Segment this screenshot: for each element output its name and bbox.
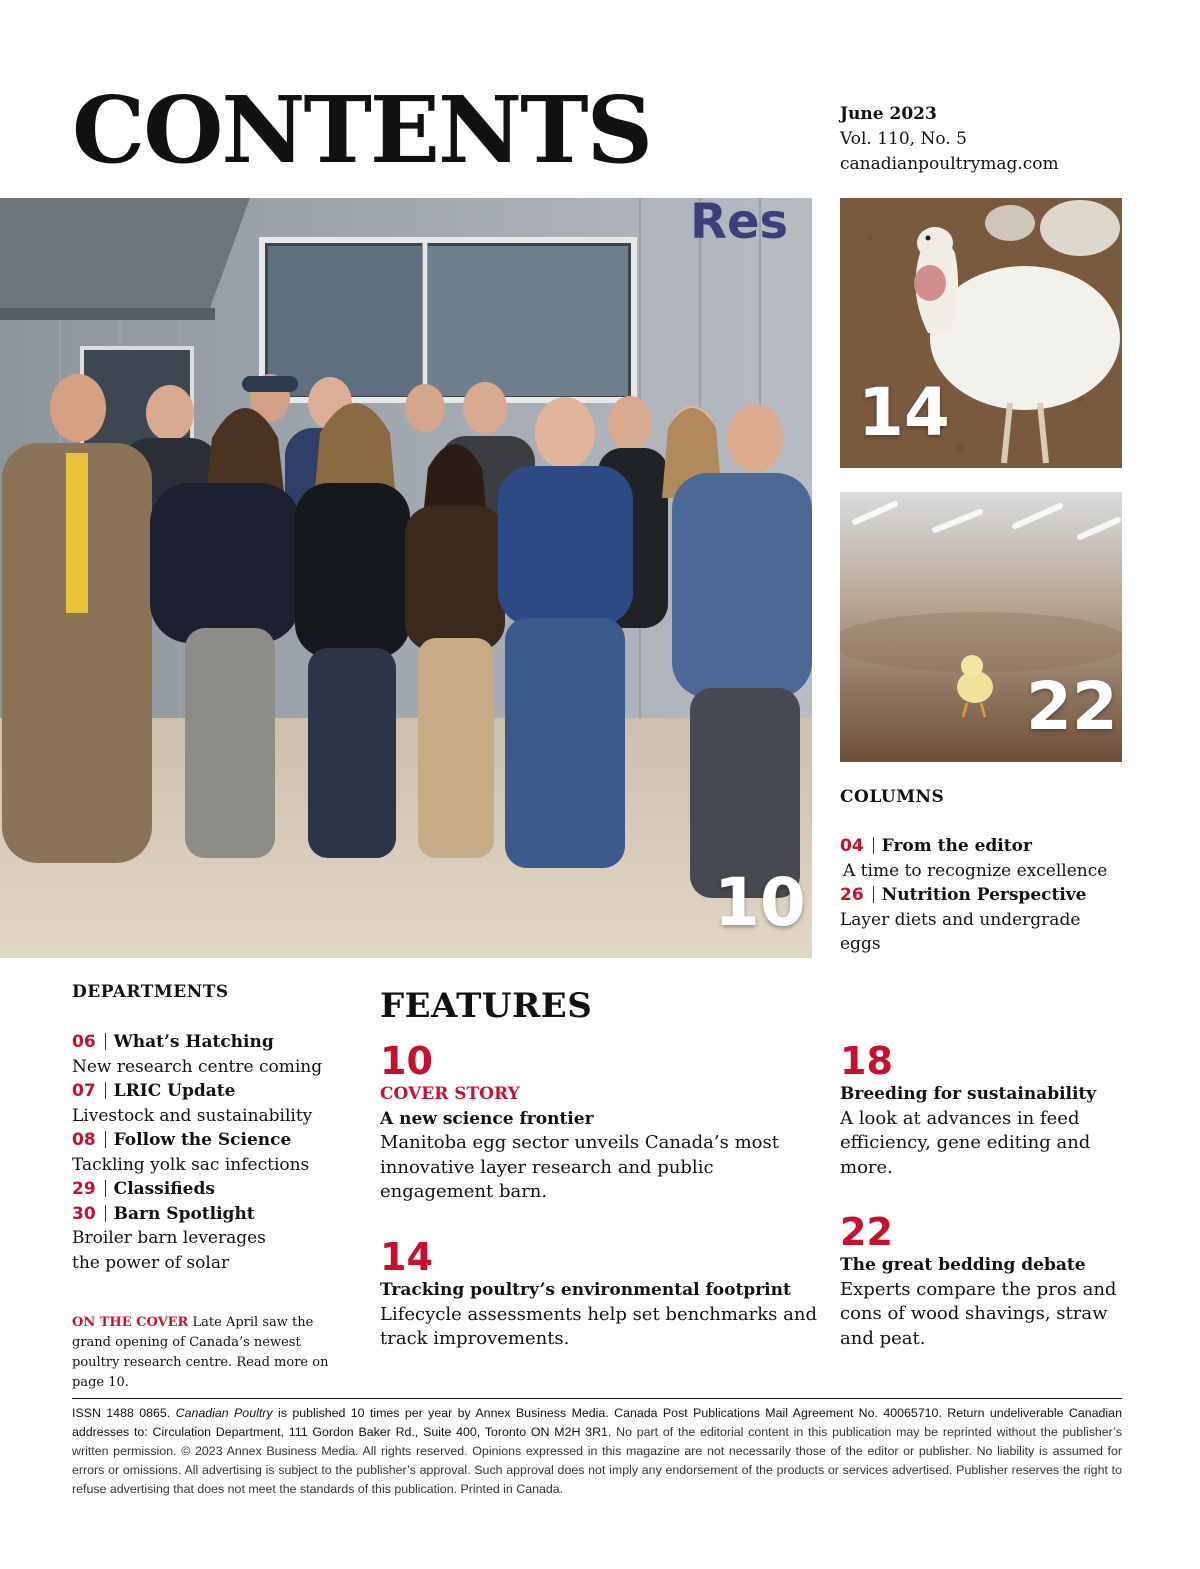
item-description: the power of solar	[72, 1252, 230, 1273]
item-page-number: 26	[840, 885, 864, 905]
departments-list	[72, 1030, 362, 1275]
divider	[105, 1205, 106, 1222]
feature-item[interactable]	[840, 1040, 1130, 1180]
feature-page-number: 14	[380, 1235, 433, 1279]
on-the-cover-caption	[72, 1313, 352, 1393]
issn-text: ISSN 1488 0865.	[72, 1406, 171, 1420]
divider	[105, 1082, 106, 1099]
publication-name: Canadian Poultry	[175, 1406, 273, 1420]
feature-item[interactable]	[380, 1040, 820, 1205]
item-description: A time to recognize excellence	[843, 860, 1108, 881]
features-heading: FEATURES	[380, 986, 593, 1026]
legal-notice	[72, 1404, 1122, 1499]
chick-feature-photo[interactable]	[840, 492, 1122, 762]
chick-page-number: 22	[1026, 668, 1118, 745]
feature-description: more.	[840, 1156, 893, 1178]
feature-description: cons of wood shavings, straw	[840, 1303, 1108, 1324]
feature-description: Lifecycle assessments help set benchmarks and	[380, 1303, 817, 1325]
item-description: New research centre coming	[72, 1056, 323, 1077]
on-the-cover-label: ON THE COVER	[72, 1315, 189, 1330]
feature-description: and peat.	[840, 1327, 926, 1349]
divider	[873, 886, 874, 903]
publication-info: is published 10 times per year by Annex Business Media. Canada Post Publications Mail Agreement No. 40065710.	[278, 1406, 942, 1420]
turkey-page-number: 14	[858, 374, 950, 451]
website-link[interactable]: canadianpoultrymag.com	[840, 154, 1059, 174]
feature-page-number: 10	[380, 1039, 433, 1083]
divider	[105, 1180, 106, 1197]
item-title: Barn Spotlight	[113, 1203, 255, 1224]
item-page-number: 04	[840, 836, 864, 856]
list-item[interactable]	[840, 883, 1122, 957]
item-page-number: 08	[72, 1130, 96, 1150]
on-the-cover-text: Late April saw the grand opening of Canada’s newest poultry research centre. Read more on page 10.	[72, 1315, 329, 1390]
issue-info	[840, 102, 1059, 177]
feature-description: Manitoba egg sector unveils Canada’s most	[380, 1132, 779, 1153]
feature-title: Tracking poultry’s environmental footprint	[380, 1280, 791, 1300]
columns-heading: COLUMNS	[840, 787, 945, 807]
list-item[interactable]	[72, 1177, 362, 1202]
item-page-number: 07	[72, 1081, 96, 1101]
feature-item[interactable]	[380, 1236, 825, 1352]
turkey-feature-photo[interactable]	[840, 198, 1122, 468]
list-item[interactable]	[72, 1202, 362, 1276]
feature-title: The great bedding debate	[840, 1255, 1086, 1275]
feature-title: Breeding for sustainability	[840, 1084, 1097, 1104]
feature-item[interactable]	[840, 1211, 1130, 1351]
item-title: Nutrition Perspective	[881, 885, 1087, 905]
item-description: Layer diets and undergrade eggs	[840, 909, 1081, 954]
list-item[interactable]	[72, 1128, 362, 1177]
feature-description: engagement barn.	[380, 1181, 548, 1202]
divider	[105, 1033, 106, 1050]
group-photo-icon	[0, 198, 812, 958]
item-description: Tackling yolk sac infections	[72, 1154, 310, 1175]
item-title: Classifieds	[113, 1179, 215, 1199]
item-page-number: 06	[72, 1032, 96, 1052]
feature-description: track improvements.	[380, 1328, 570, 1349]
issue-volume: Vol. 110, No. 5	[840, 129, 967, 149]
feature-page-number: 18	[840, 1039, 893, 1083]
feature-description: efficiency, gene editing and	[840, 1132, 1091, 1153]
feature-title: A new science frontier	[380, 1108, 594, 1129]
item-title: What’s Hatching	[113, 1032, 274, 1052]
feature-kicker: COVER STORY	[380, 1084, 520, 1104]
feature-description: Experts compare the pros and	[840, 1278, 1117, 1300]
item-page-number: 29	[72, 1179, 96, 1199]
departments-heading: DEPARTMENTS	[72, 982, 229, 1002]
issue-date: June 2023	[840, 104, 937, 124]
feature-description: A look at advances in feed	[840, 1107, 1080, 1129]
feature-description: innovative layer research and public	[380, 1156, 714, 1178]
feature-page-number: 22	[840, 1210, 893, 1254]
svg-text:Res: Res	[690, 198, 789, 250]
cover-page-number: 10	[714, 864, 806, 941]
cover-group-photo[interactable]	[0, 198, 812, 958]
return-address: Return undeliverable Canadian addresses to: Circulation Department, 111 Gordon Baker Rd., Suite 400, Toronto ON M2H 3R1.	[72, 1406, 1122, 1439]
item-description: Broiler barn leverages	[72, 1228, 266, 1248]
list-item[interactable]	[72, 1030, 362, 1079]
page-title: CONTENTS	[72, 76, 652, 184]
columns-list	[840, 834, 1122, 957]
list-item[interactable]	[840, 834, 1122, 883]
footer-divider	[72, 1398, 1122, 1399]
item-title: Follow the Science	[113, 1130, 292, 1150]
item-page-number: 30	[72, 1203, 96, 1224]
item-title: From the editor	[881, 836, 1032, 856]
list-item[interactable]	[72, 1079, 362, 1128]
divider	[105, 1131, 106, 1148]
item-description: Livestock and sustainability	[72, 1105, 313, 1126]
divider	[873, 837, 874, 854]
copyright-text: No part of the editorial content in this publication may be reprinted without the publisher’s written permission. © 2023 Annex Business Media. All rights reserved. Opinions expressed in this magazine are not necessarily those of the editor or publisher. No liability is assumed for errors or omissions. All advertising is subject to the publisher’s approval. Such approval does not imply any endorsement of the products or services advertised. Publisher reserves the right to refuse advertising that does not meet the standards of this publication. Printed in Canada.	[72, 1425, 1122, 1496]
item-title: LRIC Update	[113, 1081, 236, 1101]
